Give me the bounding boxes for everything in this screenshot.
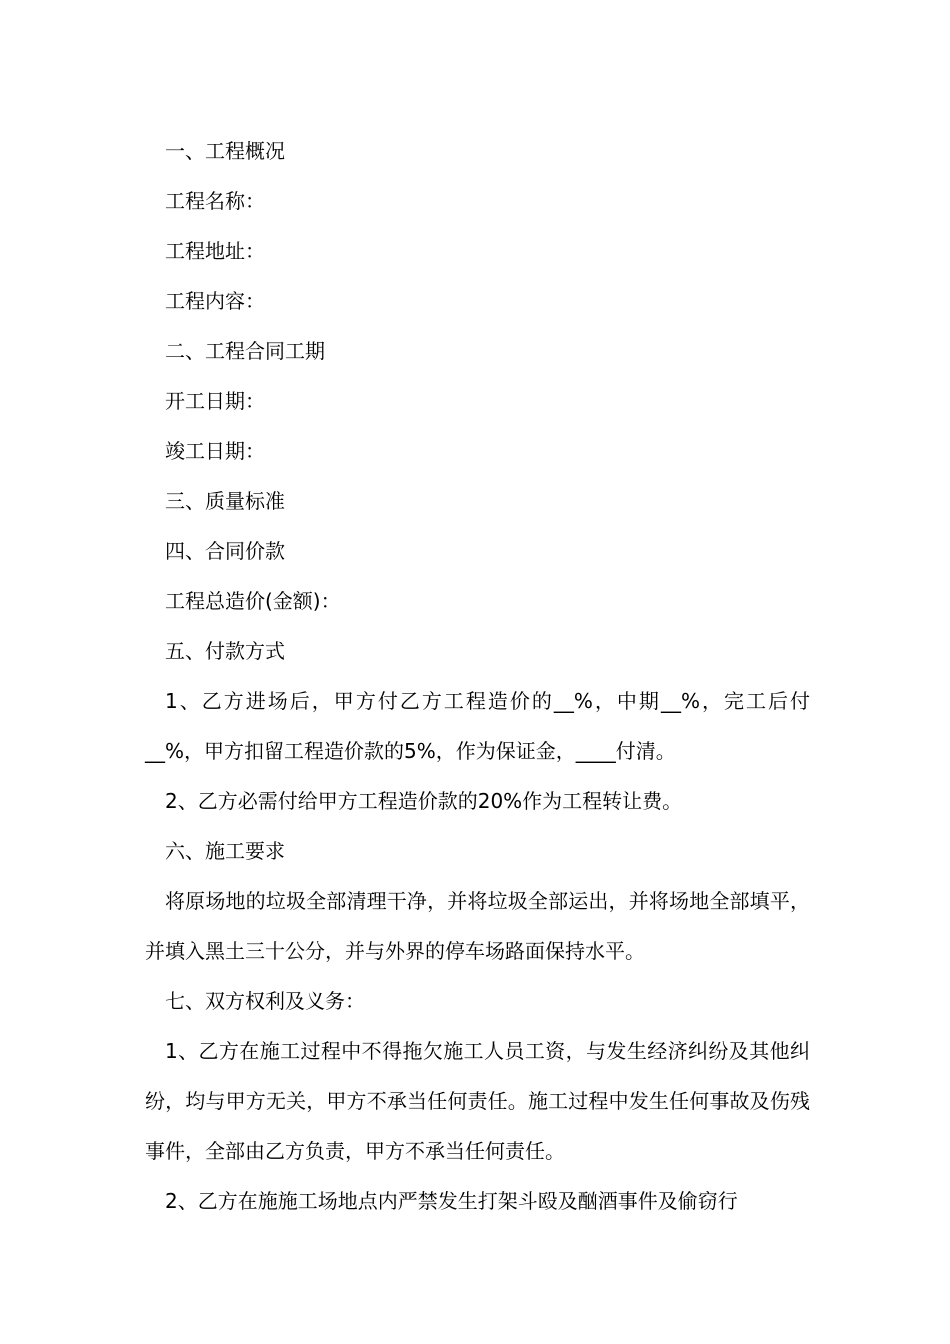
- section-heading-quality: 三、质量标准: [165, 489, 285, 513]
- field-total-cost: 工程总造价(金额)：: [165, 589, 341, 613]
- section-heading-requirements: 六、施工要求: [165, 839, 285, 863]
- section-heading-schedule: 二、工程合同工期: [165, 339, 325, 363]
- payment-clause-2: 2、乙方必需付给甲方工程造价款的20%作为工程转让费。: [165, 789, 683, 813]
- field-project-content: 工程内容：: [165, 289, 265, 313]
- field-project-name: 工程名称：: [165, 189, 265, 213]
- field-project-address: 工程地址：: [165, 239, 265, 263]
- payment-clause-1: 1、乙方进场后，甲方付乙方工程造价的__%，中期__%，完工后付__%，甲方扣留工程造价款的5%，作为保证金，____付清。: [145, 689, 810, 763]
- section-heading-overview: 一、工程概况: [165, 139, 285, 163]
- section-heading-rights: 七、双方权利及义务：: [165, 989, 365, 1013]
- requirements-text: 将原场地的垃圾全部清理干净，并将垃圾全部运出，并将场地全部填平，并填入黑土三十公分，并与外界的停车场路面保持水平。: [145, 889, 810, 963]
- field-completion-date: 竣工日期：: [165, 439, 265, 463]
- section-heading-price: 四、合同价款: [165, 539, 285, 563]
- rights-clause-2: 2、乙方在施施工场地点内严禁发生打架斗殴及酗酒事件及偷窃行: [165, 1189, 738, 1213]
- rights-clause-1: 1、乙方在施工过程中不得拖欠施工人员工资，与发生经济纠纷及其他纠纷，均与甲方无关，甲方不承当任何责任。施工过程中发生任何事故及伤残事件，全部由乙方负责，甲方不承当任何责任。: [145, 1039, 810, 1163]
- field-start-date: 开工日期：: [165, 389, 265, 413]
- section-heading-payment: 五、付款方式: [165, 639, 285, 663]
- document-body: [145, 126, 810, 1226]
